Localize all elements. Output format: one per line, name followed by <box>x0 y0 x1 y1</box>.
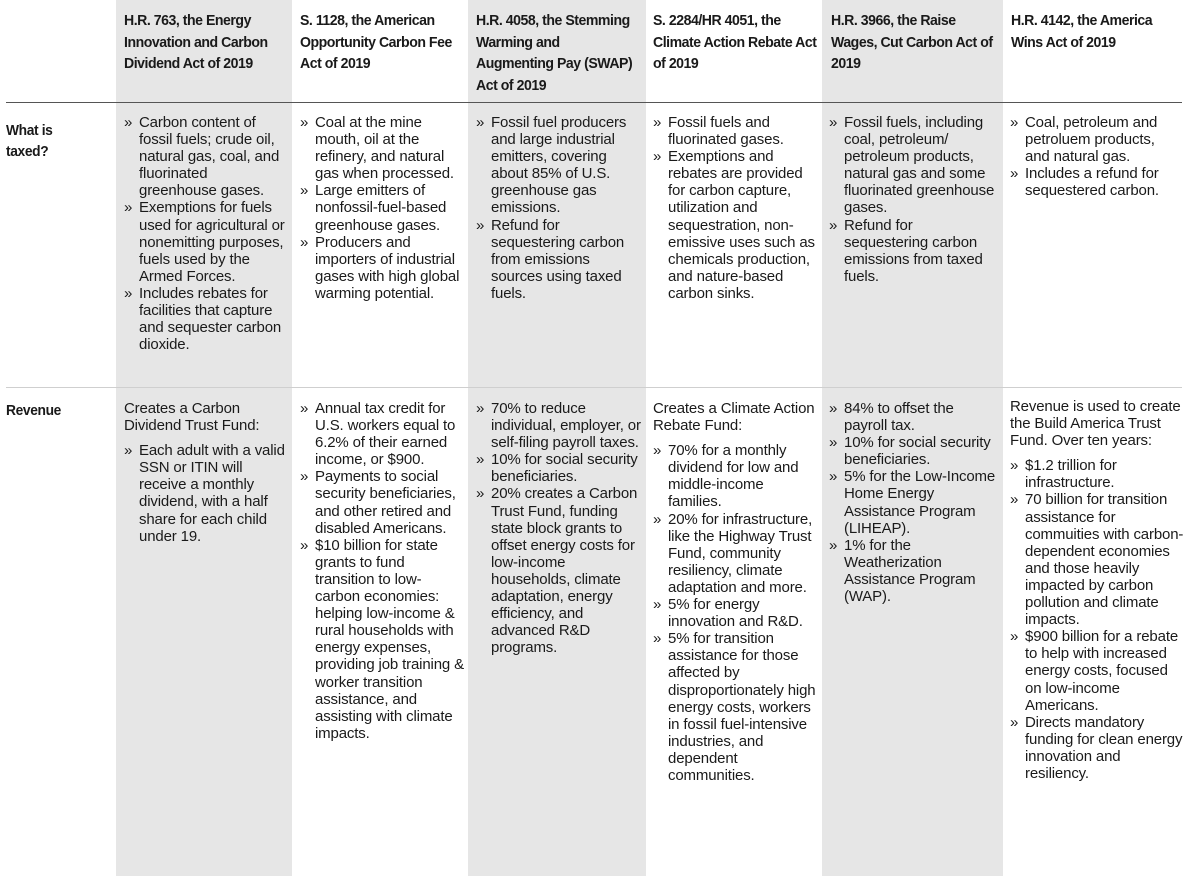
list-item: » 5% for transition assistance for those affected by disproportionately high energy costs, workers in fossil fuel-intensive industries, and dependent communities. <box>653 630 818 784</box>
bill-header-hr763: H.R. 763, the Energy Innovation and Carbon Dividend Act of 2019 <box>124 12 268 72</box>
list-item: » Exemptions and rebates are provided for carbon capture, utilization and sequestration, non-emissive uses such as chemicals production, and nature-based carbon sinks. <box>653 148 818 302</box>
revenue-cell-s1128 <box>300 400 465 742</box>
list-item: » Coal at the mine mouth, oil at the refinery, and natural gas when processed. <box>300 114 464 182</box>
list-item: » Carbon content of fossil fuels; crude oil, natural gas, coal, and fluorinated greenhouse gases. <box>124 114 287 199</box>
list-item: » 5% for the Low-Income Home Energy Assistance Program (LIHEAP). <box>829 468 997 536</box>
list-item: » $900 billion for a rebate to help with increased energy costs, focused on low-income Americans. <box>1010 628 1184 713</box>
taxed-cell-s2284 <box>653 114 818 302</box>
revenue-intro: Creates a Carbon Dividend Trust Fund: <box>124 400 260 435</box>
list-item: » Includes rebates for facilities that capture and sequester carbon dioxide. <box>124 285 287 353</box>
revenue-cell-hr3966 <box>829 400 997 605</box>
list-item: » Fossil fuel producers and large industrial emitters, covering about 85% of U.S. greenhouse gas emissions. <box>476 114 641 217</box>
list-item: » 10% for social security beneficiaries. <box>829 434 997 468</box>
list-item: » 70% to reduce individual, employer, or self-filing payroll taxes. <box>476 400 641 451</box>
revenue-cell-s2284 <box>653 400 818 784</box>
bill-header-hr3966: H.R. 3966, the Raise Wages, Cut Carbon Act of 2019 <box>831 12 993 72</box>
list-item: » 20% for infrastructure, like the Highway Trust Fund, community resiliency, climate adaptation and more. <box>653 511 818 596</box>
list-item: » Coal, petroleum and petroluem products, and natural gas. <box>1010 114 1182 165</box>
list-item: » 20% creates a Carbon Trust Fund, funding state block grants to offset energy costs for low-income households, climate adaptation, energy efficiency, and advanced R&D programs. <box>476 485 641 656</box>
taxed-cell-hr4142 <box>1010 114 1182 199</box>
row-label-revenue: Revenue <box>6 402 61 419</box>
list-item: » Fossil fuels, including coal, petroleum/ petroleum products, natural gas and some fluorinated greenhouse gases. <box>829 114 997 217</box>
list-item: » Refund for sequestering carbon emissions from taxed fuels. <box>829 217 997 285</box>
taxed-cell-hr763 <box>124 114 287 353</box>
list-item: » Exemptions for fuels used for agricultural or nonemitting purposes, fuels used by the Armed Forces. <box>124 199 287 284</box>
taxed-cell-hr3966 <box>829 114 997 285</box>
revenue-intro: Revenue is used to create the Build America Trust Fund. Over ten years: <box>1010 398 1181 450</box>
list-item: » $10 billion for state grants to fund transition to low-carbon economies: helping low-income & rural households with energy expenses, providing job training & worker transition assistance, and assisting with climate impacts. <box>300 537 465 742</box>
list-item: » $1.2 trillion for infrastructure. <box>1010 457 1184 491</box>
bill-header-hr4142: H.R. 4142, the America Wins Act of 2019 <box>1011 12 1153 51</box>
taxed-cell-hr4058 <box>476 114 641 302</box>
list-item: » Directs mandatory funding for clean energy innovation and resiliency. <box>1010 714 1184 782</box>
list-item: » Annual tax credit for U.S. workers equal to 6.2% of their earned income, or $900. <box>300 400 465 468</box>
list-item: » Producers and importers of industrial gases with high global warming potential. <box>300 234 464 302</box>
revenue-cell-hr4142 <box>1010 398 1184 782</box>
list-item: » Payments to social security beneficiaries, and other retired and disabled Americans. <box>300 468 465 536</box>
taxed-cell-s1128 <box>300 114 464 302</box>
list-item: » 5% for energy innovation and R&D. <box>653 596 818 630</box>
bill-header-s2284: S. 2284/HR 4051, the Climate Action Rebate Act of 2019 <box>653 12 817 72</box>
row-divider <box>6 387 1182 388</box>
bill-header-s1128: S. 1128, the American Opportunity Carbon Fee Act of 2019 <box>300 12 452 72</box>
list-item: » 1% for the Weatherization Assistance Program (WAP). <box>829 537 997 605</box>
list-item: » Fossil fuels and fluorinated gases. <box>653 114 818 148</box>
header-divider <box>6 102 1182 103</box>
bill-header-hr4058: H.R. 4058, the Stemming Warming and Augmenting Pay (SWAP) Act of 2019 <box>476 12 633 94</box>
list-item: » 84% to offset the payroll tax. <box>829 400 997 434</box>
row-label-taxed: What is taxed? <box>6 122 53 160</box>
revenue-intro: Creates a Climate Action Rebate Fund: <box>653 400 815 435</box>
revenue-cell-hr4058 <box>476 400 641 656</box>
list-item: » Large emitters of nonfossil-fuel-based greenhouse gases. <box>300 182 464 233</box>
list-item: » Refund for sequestering carbon from emissions sources using taxed fuels. <box>476 217 641 302</box>
list-item: » 70 billion for transition assistance for commuities with carbon-dependent economies and those heavily impacted by carbon pollution and climate impacts. <box>1010 491 1184 628</box>
list-item: » Each adult with a valid SSN or ITIN will receive a monthly dividend, with a half share for each child under 19. <box>124 442 287 545</box>
list-item: » Includes a refund for sequestered carbon. <box>1010 165 1182 199</box>
revenue-cell-hr763 <box>124 400 287 545</box>
list-item: » 10% for social security beneficiaries. <box>476 451 641 485</box>
list-item: » 70% for a monthly dividend for low and middle-income families. <box>653 442 818 510</box>
